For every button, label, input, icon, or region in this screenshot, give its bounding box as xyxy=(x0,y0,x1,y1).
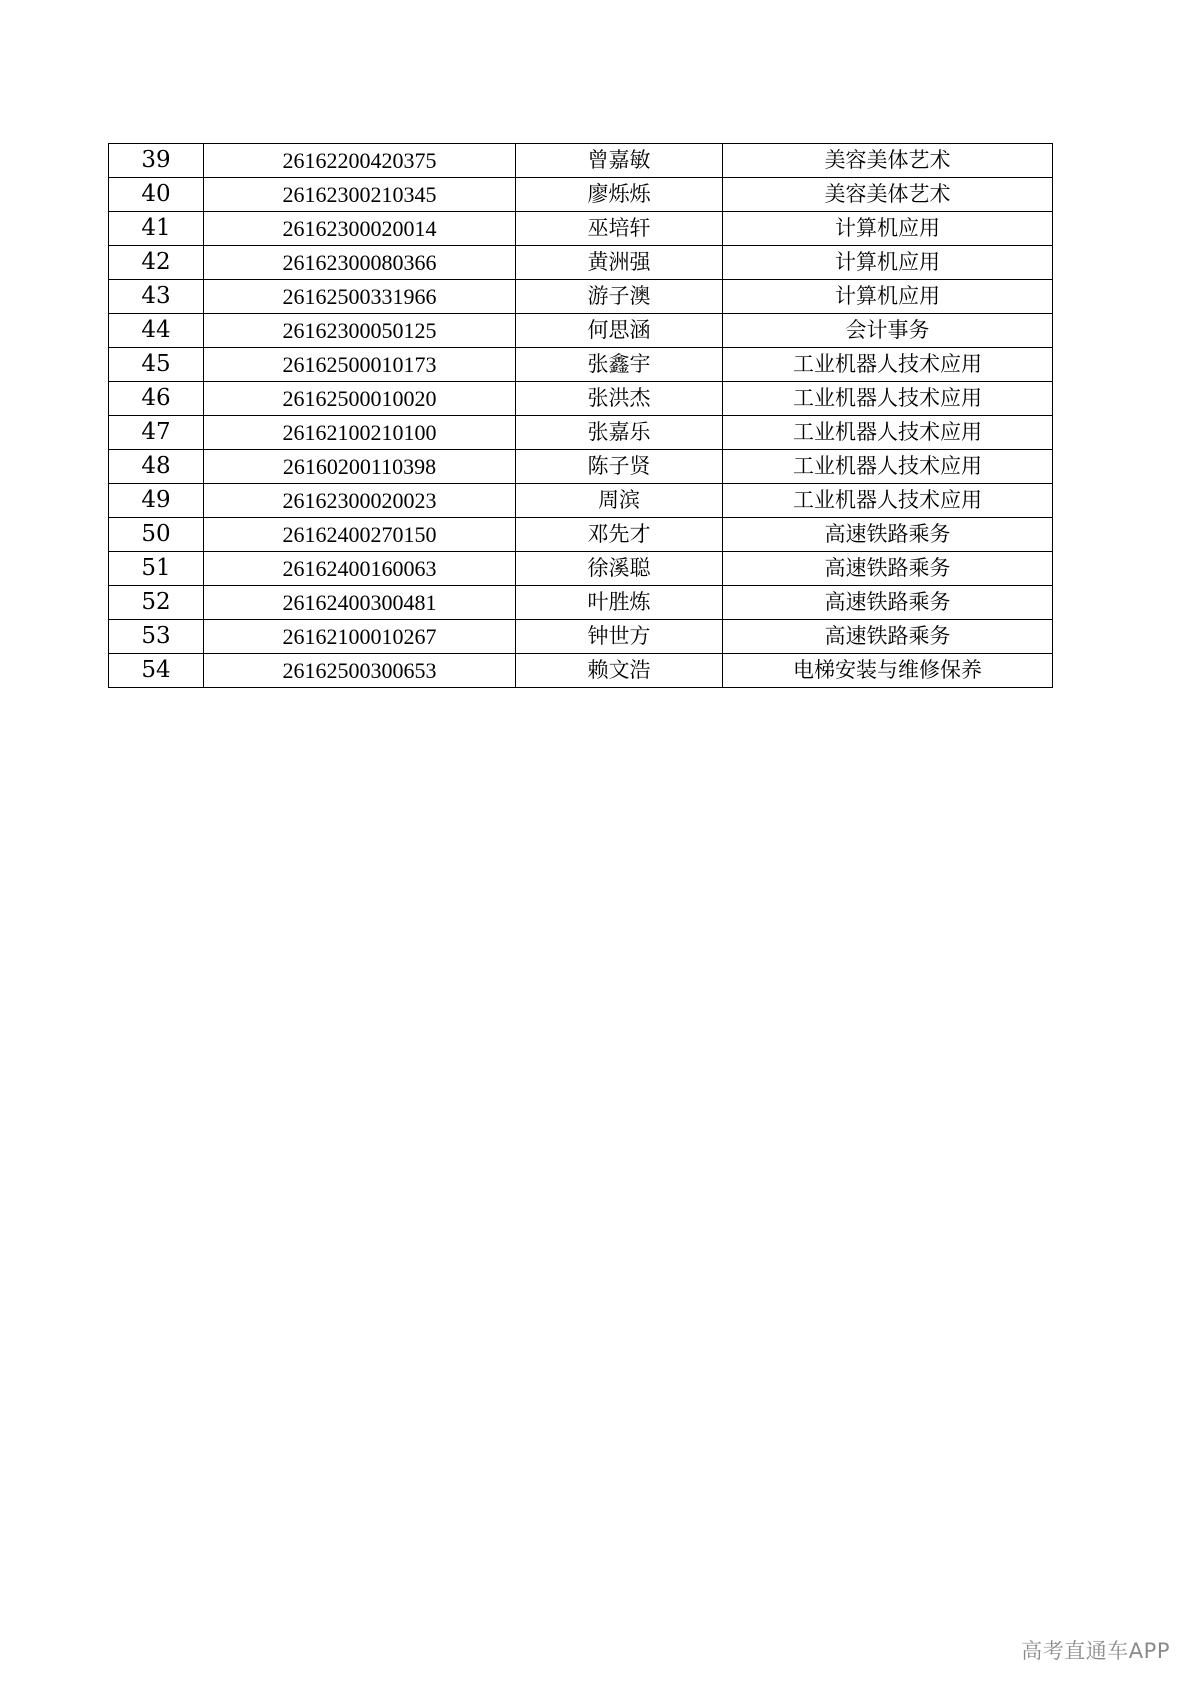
exam-id-cell: 26162300050125 xyxy=(204,314,516,348)
row-number-cell: 40 xyxy=(109,178,204,212)
watermark-text: 高考直通车APP xyxy=(1021,1639,1170,1663)
student-name-cell: 巫培轩 xyxy=(516,212,723,246)
table-row xyxy=(109,382,1053,416)
table-row xyxy=(109,314,1053,348)
row-number-cell: 50 xyxy=(109,518,204,552)
row-number-cell: 49 xyxy=(109,484,204,518)
exam-id-cell: 26160200110398 xyxy=(204,450,516,484)
major-cell: 工业机器人技术应用 xyxy=(723,382,1053,416)
row-number-cell: 48 xyxy=(109,450,204,484)
major-cell: 工业机器人技术应用 xyxy=(723,416,1053,450)
table-row xyxy=(109,144,1053,178)
table-row xyxy=(109,280,1053,314)
major-cell: 会计事务 xyxy=(723,314,1053,348)
exam-id-cell: 26162300020023 xyxy=(204,484,516,518)
major-cell: 工业机器人技术应用 xyxy=(723,484,1053,518)
major-cell: 计算机应用 xyxy=(723,280,1053,314)
row-number-cell: 39 xyxy=(109,144,204,178)
student-name-cell: 张嘉乐 xyxy=(516,416,723,450)
major-cell: 高速铁路乘务 xyxy=(723,518,1053,552)
exam-id-cell: 26162500331966 xyxy=(204,280,516,314)
student-name-cell: 周滨 xyxy=(516,484,723,518)
major-cell: 计算机应用 xyxy=(723,212,1053,246)
row-number-cell: 42 xyxy=(109,246,204,280)
table-row xyxy=(109,246,1053,280)
student-list-table-container xyxy=(108,143,1052,688)
row-number-cell: 54 xyxy=(109,654,204,688)
table-row xyxy=(109,416,1053,450)
row-number-cell: 46 xyxy=(109,382,204,416)
table-row xyxy=(109,450,1053,484)
row-number-cell: 41 xyxy=(109,212,204,246)
student-name-cell: 陈子贤 xyxy=(516,450,723,484)
table-row xyxy=(109,620,1053,654)
student-name-cell: 钟世方 xyxy=(516,620,723,654)
exam-id-cell: 26162400270150 xyxy=(204,518,516,552)
major-cell: 计算机应用 xyxy=(723,246,1053,280)
table-row xyxy=(109,654,1053,688)
table-row xyxy=(109,484,1053,518)
exam-id-cell: 26162500010173 xyxy=(204,348,516,382)
student-name-cell: 叶胜炼 xyxy=(516,586,723,620)
student-name-cell: 曾嘉敏 xyxy=(516,144,723,178)
table-row xyxy=(109,348,1053,382)
table-body xyxy=(109,144,1053,688)
major-cell: 美容美体艺术 xyxy=(723,144,1053,178)
exam-id-cell: 26162100210100 xyxy=(204,416,516,450)
table-row xyxy=(109,518,1053,552)
table-row xyxy=(109,212,1053,246)
exam-id-cell: 26162500010020 xyxy=(204,382,516,416)
student-name-cell: 张鑫宇 xyxy=(516,348,723,382)
major-cell: 电梯安装与维修保养 xyxy=(723,654,1053,688)
exam-id-cell: 26162300020014 xyxy=(204,212,516,246)
major-cell: 高速铁路乘务 xyxy=(723,552,1053,586)
student-name-cell: 赖文浩 xyxy=(516,654,723,688)
table-row xyxy=(109,178,1053,212)
student-name-cell: 黄洲强 xyxy=(516,246,723,280)
student-name-cell: 徐溪聪 xyxy=(516,552,723,586)
row-number-cell: 47 xyxy=(109,416,204,450)
exam-id-cell: 26162100010267 xyxy=(204,620,516,654)
major-cell: 美容美体艺术 xyxy=(723,178,1053,212)
row-number-cell: 43 xyxy=(109,280,204,314)
exam-id-cell: 26162400300481 xyxy=(204,586,516,620)
student-name-cell: 游子澳 xyxy=(516,280,723,314)
exam-id-cell: 26162500300653 xyxy=(204,654,516,688)
exam-id-cell: 26162200420375 xyxy=(204,144,516,178)
row-number-cell: 45 xyxy=(109,348,204,382)
row-number-cell: 44 xyxy=(109,314,204,348)
row-number-cell: 51 xyxy=(109,552,204,586)
exam-id-cell: 26162300080366 xyxy=(204,246,516,280)
student-name-cell: 廖烁烁 xyxy=(516,178,723,212)
row-number-cell: 52 xyxy=(109,586,204,620)
exam-id-cell: 26162400160063 xyxy=(204,552,516,586)
exam-id-cell: 26162300210345 xyxy=(204,178,516,212)
major-cell: 工业机器人技术应用 xyxy=(723,450,1053,484)
student-list-table xyxy=(108,143,1053,688)
major-cell: 高速铁路乘务 xyxy=(723,620,1053,654)
table-row xyxy=(109,586,1053,620)
major-cell: 高速铁路乘务 xyxy=(723,586,1053,620)
student-name-cell: 何思涵 xyxy=(516,314,723,348)
student-name-cell: 邓先才 xyxy=(516,518,723,552)
major-cell: 工业机器人技术应用 xyxy=(723,348,1053,382)
table-row xyxy=(109,552,1053,586)
row-number-cell: 53 xyxy=(109,620,204,654)
student-name-cell: 张洪杰 xyxy=(516,382,723,416)
